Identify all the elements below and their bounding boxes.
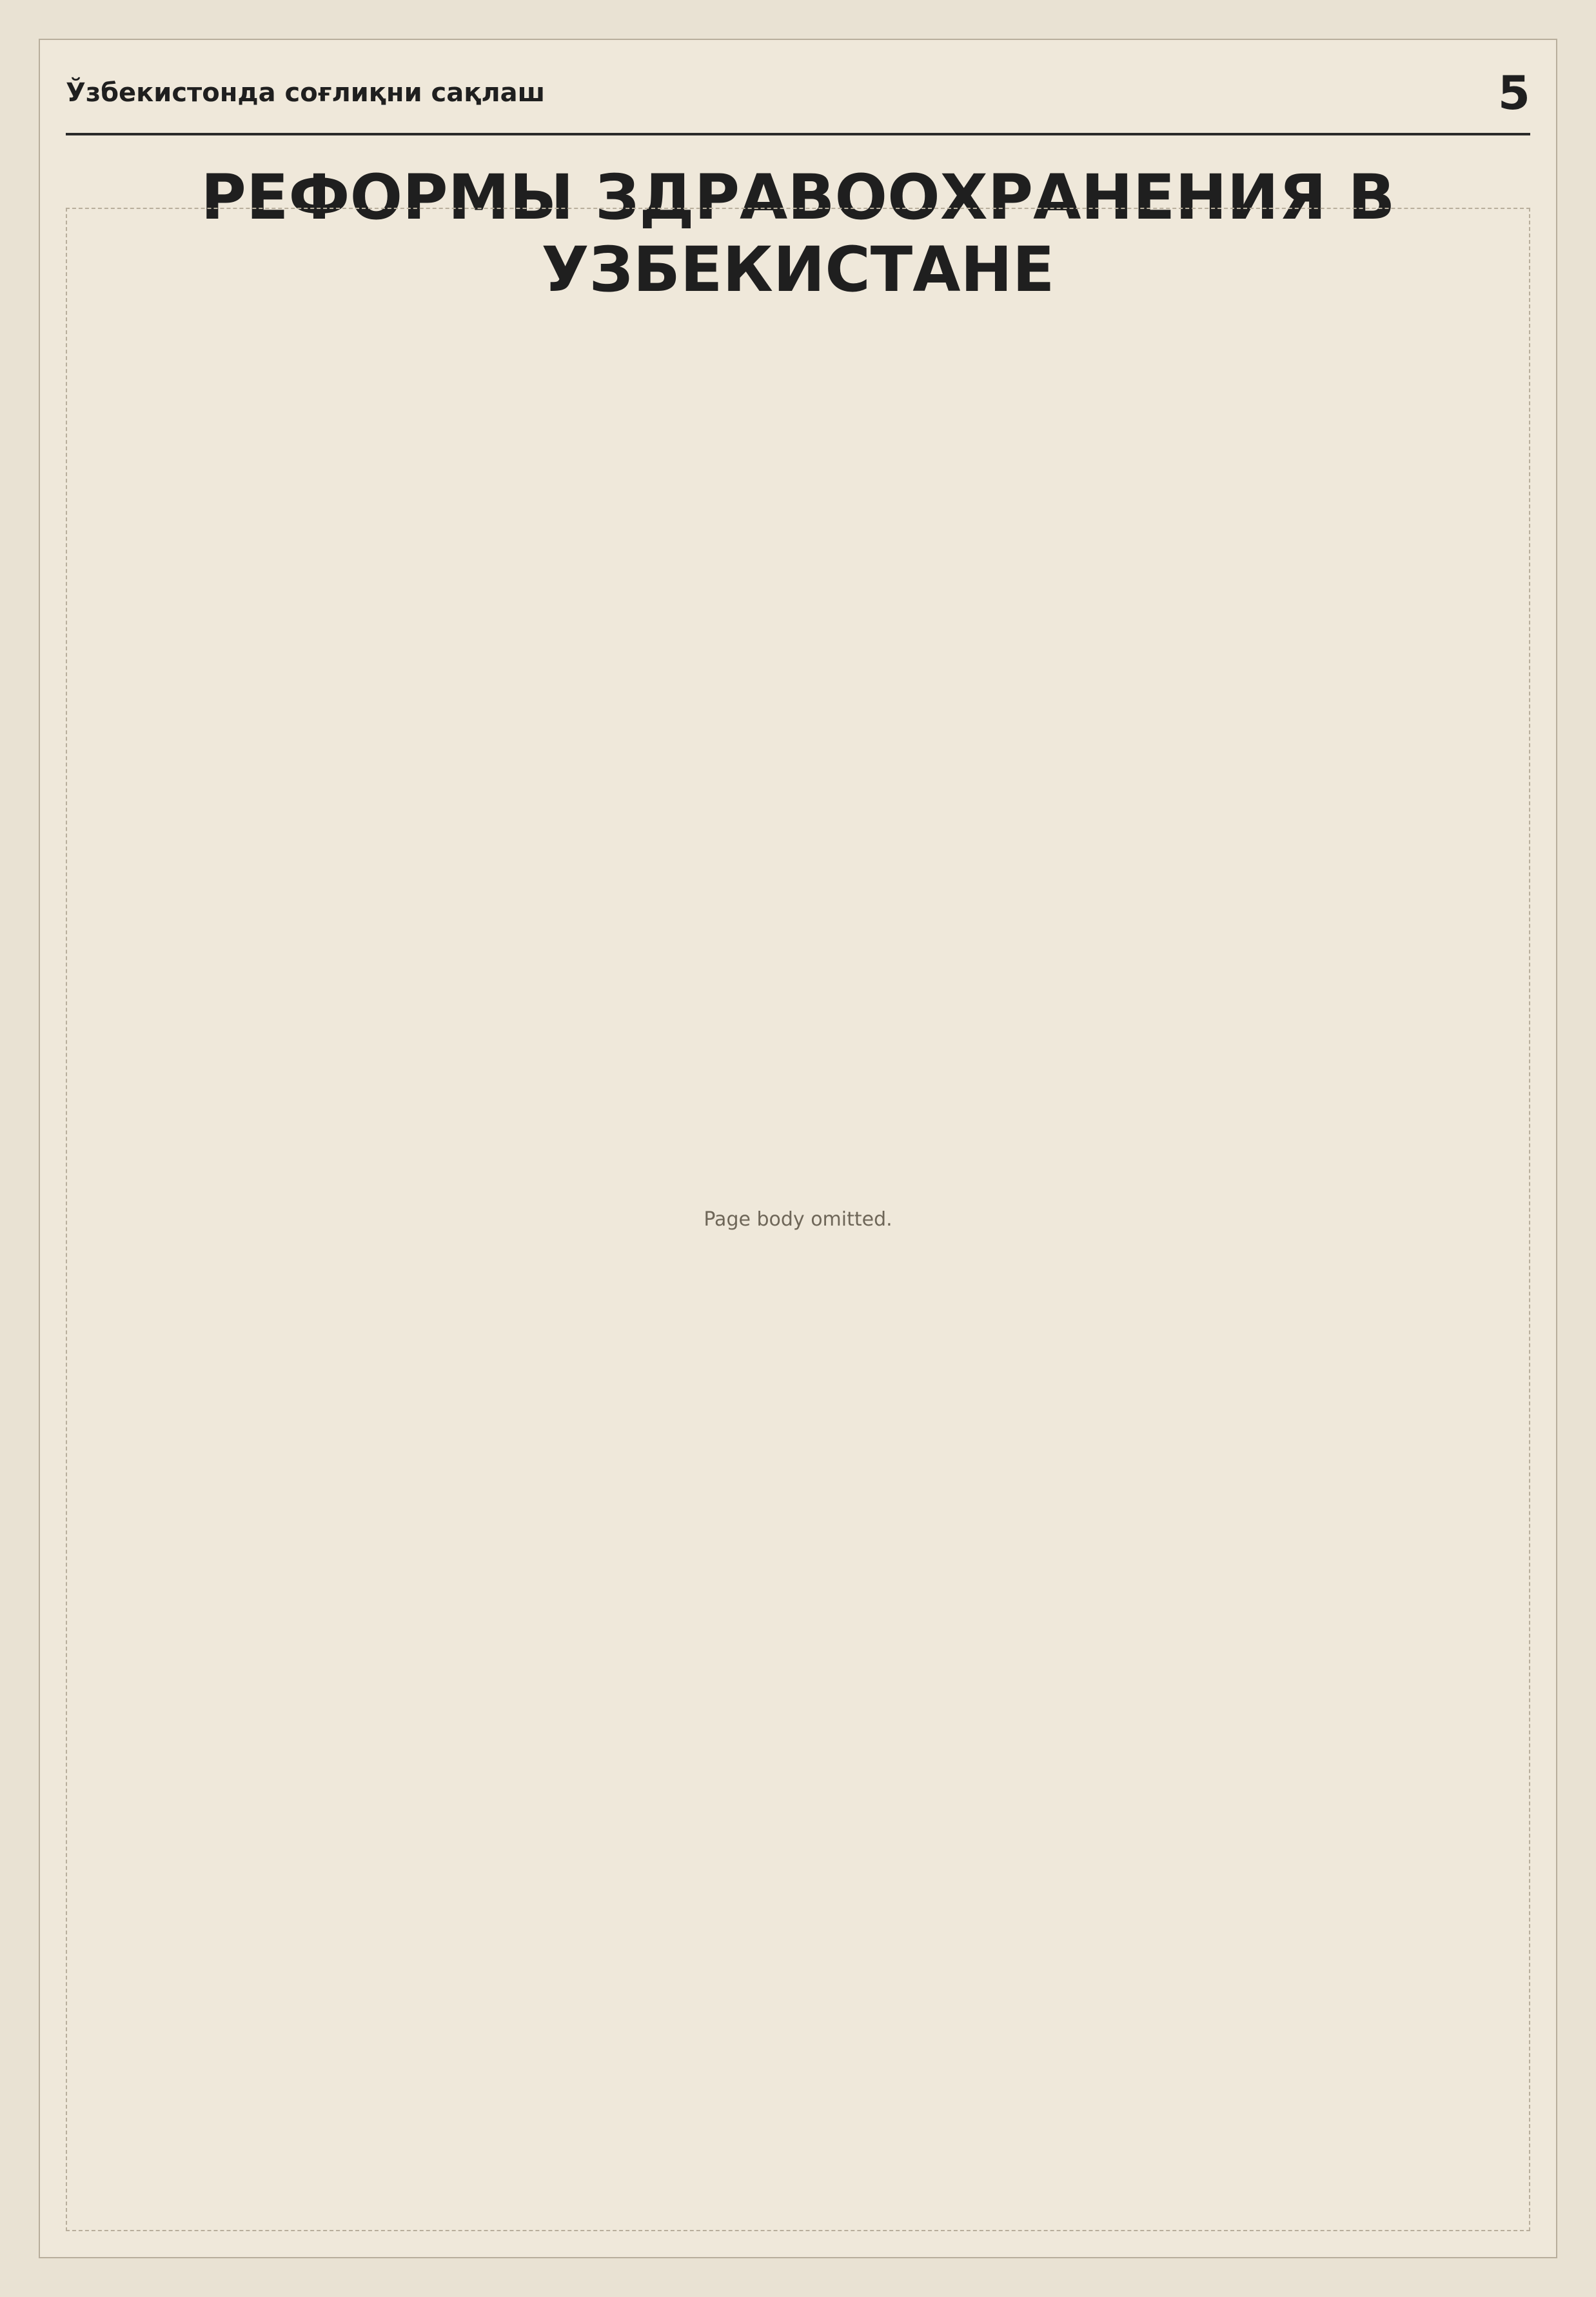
section-name: Ўзбекистонда соғлиқни сақлаш — [66, 78, 546, 108]
page-title: РЕФОРМЫ ЗДРАВООХРАНЕНИЯ В УЗБЕКИСТАНЕ — [201, 161, 1395, 306]
newspaper-page — [39, 39, 1557, 2258]
masthead — [66, 66, 1530, 135]
page-number: 5 — [1497, 66, 1530, 120]
content-placeholder: Page body omitted. — [66, 208, 1530, 2231]
